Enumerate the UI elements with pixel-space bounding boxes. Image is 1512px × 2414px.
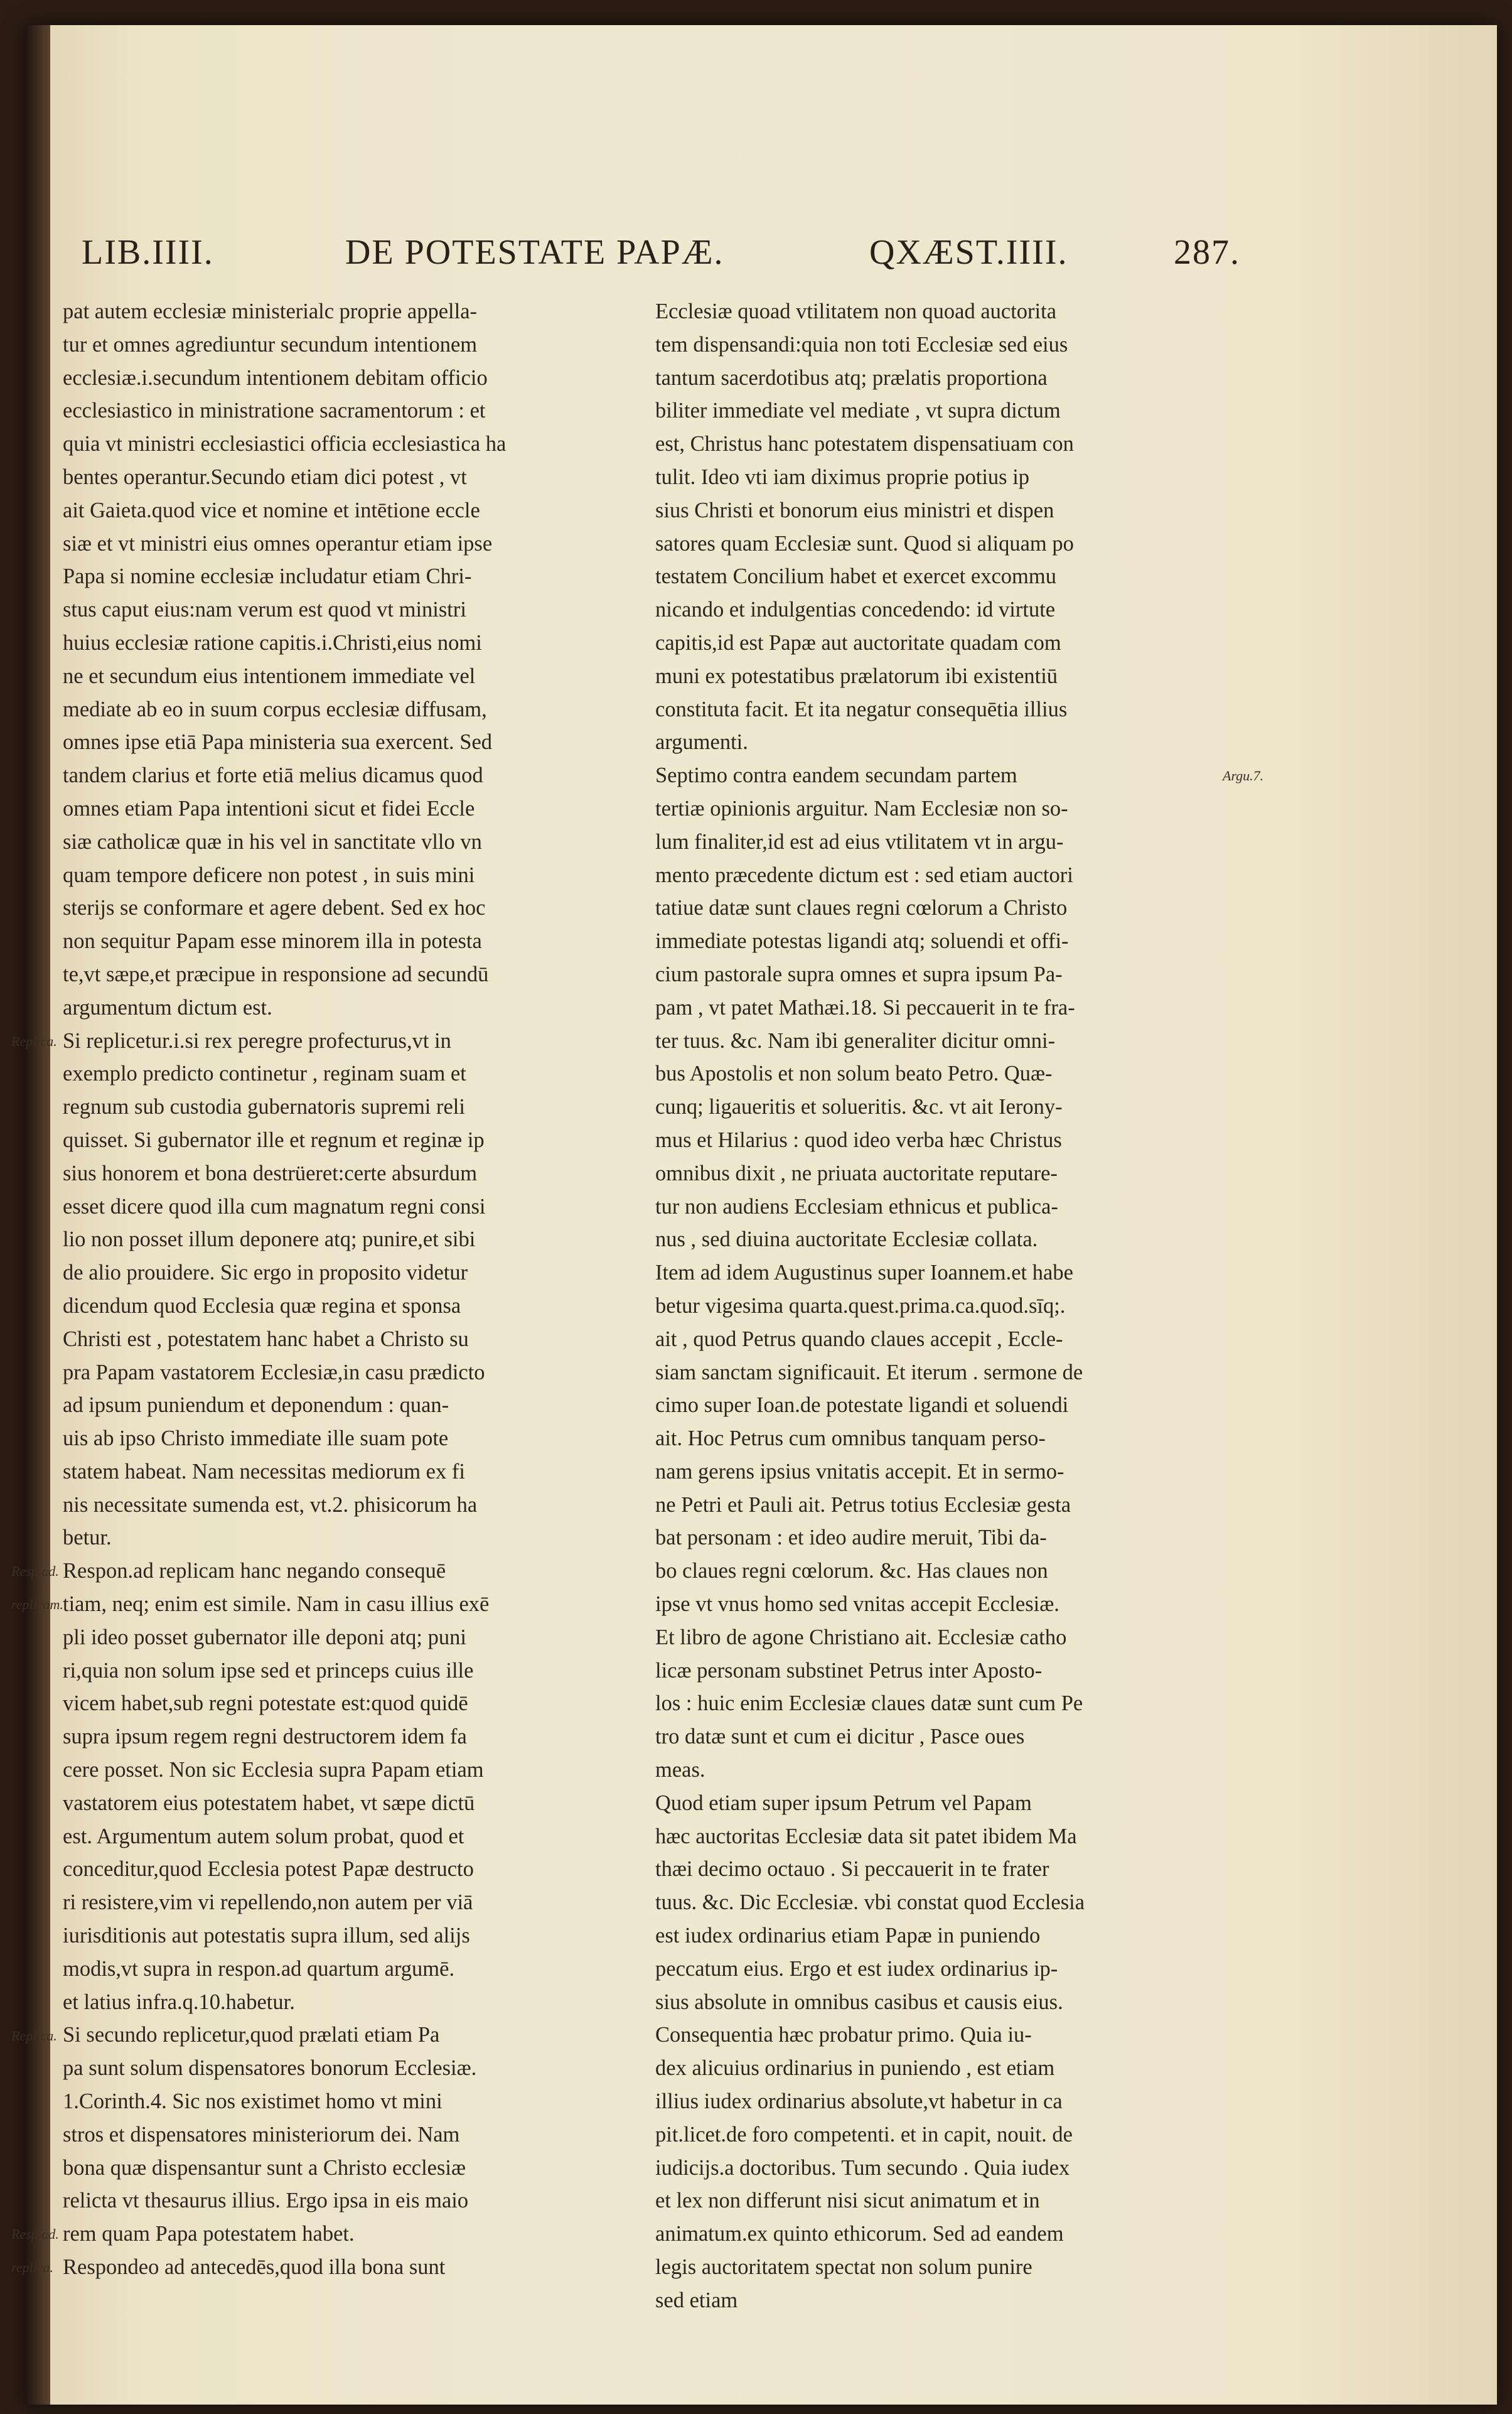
margin-note: Argu.7. [1223,768,1264,784]
text-line: pli ideo posset gubernator ille deponi atq; puni [63,1625,466,1649]
text-line: legis auctoritatem spectat non solum punire [655,2255,1032,2280]
text-line: thæi decimo octauo . Si peccauerit in te frater [655,1857,1049,1882]
text-line: pra Papam vastatorem Ecclesiæ,in casu prædicto [63,1360,485,1384]
text-line: omnes ipse etiā Papa ministeria sua exercent. Sed [63,730,493,755]
text-line: ter tuus. &c. Nam ibi generaliter dicitur omni- [655,1028,1056,1053]
text-line: sterijs se conformare et agere debent. Sed ex hoc [63,896,486,920]
text-line: tantum sacerdotibus atq; prælatis proportiona [655,365,1048,390]
text-line: Christi est , potestatem hanc habet a Christo su [63,1327,469,1351]
right-text-column [655,295,1220,2317]
text-line: Quod etiam super ipsum Petrum vel Papam [655,1791,1032,1815]
text-line: siæ et vt ministri eius omnes operantur etiam ipse [63,531,493,556]
text-line: lum finaliter,id est ad eius vtilitatem vt in argu- [655,829,1064,854]
text-line: vicem habet,sub regni potestate est:quod quidē [63,1691,468,1716]
text-line: betur vigesima quarta.quest.prima.ca.quod.sīq;. [655,1293,1066,1318]
text-line: Papa si nomine ecclesiæ includatur etiam Chri- [63,564,472,589]
text-line: mento præcedente dictum est : sed etiam auctori [655,863,1073,887]
text-line: huius ecclesiæ ratione capitis.i.Christi,eius nomi [63,630,482,655]
book-page [11,25,1497,2405]
text-line: tertiæ opinionis arguitur. Nam Ecclesiæ non so- [655,796,1068,821]
text-line: statem habeat. Nam necessitas mediorum ex fi [63,1459,465,1484]
text-line: ecclesiastico in ministratione sacramentorum : et [63,399,486,423]
text-line: licæ personam substinet Petrus inter Aposto- [655,1658,1043,1683]
text-line: tro datæ sunt et cum ei dicitur , Pasce oues [655,1725,1025,1749]
text-line: supra ipsum regem regni destructorem idem fa [63,1725,467,1749]
text-line: tuus. &c. Dic Ecclesiæ. vbi constat quod Ecclesia [655,1890,1085,1915]
text-line: omnes etiam Papa intentioni sicut et fidei Eccle [63,796,475,821]
margin-note: Resp.ad. [11,1563,59,1580]
text-line: pit.licet.de foro competenti. et in capit, nouit. de [655,2122,1073,2147]
text-line: ad ipsum puniendum et deponendum : quan- [63,1393,449,1418]
text-line: dicendum quod Ecclesia quæ regina et sponsa [63,1293,461,1318]
text-line: constituta facit. Et ita negatur consequētia illius [655,697,1068,721]
text-line: animatum.ex quinto ethicorum. Sed ad eandem [655,2222,1064,2246]
text-line: argumenti. [655,730,748,755]
running-header [69,232,1240,289]
text-line: ait. Hoc Petrus cum omnibus tanquam perso- [655,1426,1046,1451]
text-line: dex alicuius ordinarius in puniendo , est etiam [655,2056,1055,2081]
text-line: de alio prouidere. Sic ergo in proposito videtur [63,1261,468,1285]
text-line: modis,vt supra in respon.ad quartum argumē. [63,1956,455,1981]
text-line: ne Petri et Pauli ait. Petrus totius Ecclesiæ gesta [655,1492,1071,1517]
text-line: non sequitur Papam esse minorem illa in potesta [63,929,482,954]
text-line: est. Argumentum autem solum probat, quod et [63,1824,464,1848]
text-line: mediate ab eo in suum corpus ecclesiæ diffusam, [63,697,487,721]
text-line: ait Gaieta.quod vice et nomine et intētione eccle [63,498,480,522]
text-line: Si replicetur.i.si rex peregre profecturus,vt in [63,1028,451,1053]
text-line: ne et secundum eius intentionem immediate vel [63,664,476,688]
text-line: et lex non differunt nisi sicut animatum et in [655,2189,1040,2213]
text-line: pa sunt solum dispensatores bonorum Ecclesiæ. [63,2056,477,2081]
text-line: illius iudex ordinarius absolute,vt habetur in ca [655,2089,1063,2114]
text-line: tem dispensandi:quia non toti Ecclesiæ sed eius [655,332,1068,357]
text-line: meas. [655,1758,705,1782]
text-line: et latius infra.q.10.habetur. [63,1990,295,2014]
text-line: capitis,id est Papæ aut auctoritate quadam com [655,630,1061,655]
text-line: hæc auctoritas Ecclesiæ data sit patet ibidem Ma [655,1824,1077,1848]
text-line: Et libro de agone Christiano ait. Ecclesiæ catho [655,1625,1067,1649]
text-line: bus Apostolis et non solum beato Petro. Quæ- [655,1062,1053,1086]
text-line: rem quam Papa potestatem habet. [63,2222,355,2246]
text-line: sius absolute in omnibus casibus et causis eius. [655,1990,1063,2014]
text-line: cere posset. Non sic Ecclesia supra Papam etiam [63,1758,484,1782]
text-line: pam , vt patet Mathæi.18. Si peccauerit in te fra- [655,995,1075,1020]
text-line: nicando et indulgentias concedendo: id virtute [655,598,1056,622]
text-line: immediate potestas ligandi atq; soluendi et offi- [655,929,1069,954]
text-line: exemplo predicto continetur , reginam suam et [63,1062,466,1086]
text-line: tur non audiens Ecclesiam ethnicus et publica- [655,1194,1058,1219]
text-line: nus , sed diuina auctoritate Ecclesiæ collata. [655,1227,1038,1252]
text-line: testatem Concilium habet et exercet excommu [655,564,1056,589]
margin-note: replicam. [11,1597,63,1613]
text-line: lio non posset illum deponere atq; punire,et sibi [63,1227,476,1252]
text-line: iurisditionis aut potestatis supra illum, sed alijs [63,1924,470,1948]
text-line: argumentum dictum est. [63,995,272,1020]
text-line: stros et dispensatores ministeriorum dei. Nam [63,2122,460,2147]
text-line: Respondeo ad antecedēs,quod illa bona sunt [63,2255,446,2280]
text-line: nis necessitate sumenda est, vt.2. phisicorum ha [63,1492,478,1517]
text-line: satores quam Ecclesiæ sunt. Quod si aliquam po [655,531,1074,556]
margin-note: Replica. [11,1033,57,1049]
text-line: sius honorem et bona destrüeret:certe absurdum [63,1161,478,1185]
text-line: los : huic enim Ecclesiæ claues datæ sunt cum Pe [655,1691,1083,1716]
text-line: tiam, neq; enim est simile. Nam in casu illius exē [63,1592,490,1617]
text-line: bentes operantur.Secundo etiam dici potest , vt [63,465,467,489]
text-line: bona quæ dispensantur sunt a Christo ecclesiæ [63,2155,466,2180]
text-line: siæ catholicæ quæ in his vel in sanctitate vllo vn [63,829,482,854]
text-line: tulit. Ideo vti iam diximus proprie potius ip [655,465,1030,489]
text-line: regnum sub custodia gubernatoris supremi reli [63,1095,465,1119]
text-line: cium pastorale supra omnes et supra ipsum Pa- [655,962,1063,986]
text-line: bo claues regni cœlorum. &c. Has claues non [655,1559,1048,1583]
margin-note: Resp.ad. [11,2226,59,2243]
margin-note: Replica. [11,2027,57,2044]
text-line: ecclesiæ.i.secundum intentionem debitam officio [63,365,488,390]
text-line: betur. [63,1526,112,1550]
text-line: ipse vt vnus homo sed vnitas accepit Ecclesiæ. [655,1592,1059,1617]
text-line: tur et omnes agrediuntur secundum intentionem [63,332,478,357]
text-line: mus et Hilarius : quod ideo verba hæc Christus [655,1128,1062,1152]
text-line: Consequentia hæc probatur primo. Quia iu- [655,2023,1032,2047]
text-line: conceditur,quod Ecclesia potest Papæ destructo [63,1857,474,1882]
text-line: quisset. Si gubernator ille et regnum et reginæ ip [63,1128,485,1152]
text-line: est, Christus hanc potestatem dispensatiuam con [655,432,1074,456]
text-line: peccatum eius. Ergo et est iudex ordinarius ip- [655,1956,1058,1981]
book-number: LIB.IIII. [82,233,214,272]
text-line: sius Christi et bonorum eius ministri et dispen [655,498,1054,522]
text-line: bat personam : et ideo audire meruit, Tibi da- [655,1526,1047,1550]
question-number: QXÆST.IIII. [869,233,1068,272]
text-line: muni ex potestatibus prælatorum ibi existentiū [655,664,1058,688]
text-line: 1.Corinth.4. Sic nos existimet homo vt mini [63,2089,442,2114]
binding-gutter [25,25,50,2405]
text-line: iudicijs.a doctoribus. Tum secundo . Quia iudex [655,2155,1070,2180]
text-line: siam sanctam significauit. Et iterum . sermone de [655,1360,1083,1384]
text-line: relicta vt thesaurus illius. Ergo ipsa in eis maio [63,2189,469,2213]
text-line: est iudex ordinarius etiam Papæ in puniendo [655,1924,1041,1948]
text-line: Septimo contra eandem secundam partem [655,763,1017,788]
text-line: vastatorem eius potestatem habet, vt sæpe dictū [63,1791,475,1815]
text-line: esset dicere quod illa cum magnatum regni consi [63,1194,486,1219]
header-title: DE POTESTATE PAPÆ. [345,233,724,272]
text-line: quia vt ministri ecclesiastici officia ecclesiastica ha [63,432,507,456]
text-line: nam gerens ipsius vnitatis accepit. Et in sermo- [655,1459,1064,1484]
text-line: Item ad idem Augustinus super Ioannem.et habe [655,1261,1073,1285]
text-line: uis ab ipso Christo immediate ille suam pote [63,1426,449,1451]
text-line: biliter immediate vel mediate , vt supra dictum [655,399,1061,423]
text-line: Si secundo replicetur,quod prælati etiam Pa [63,2023,440,2047]
text-line: tandem clarius et forte etiā melius dicamus quod [63,763,483,788]
text-line: tatiue datæ sunt claues regni cœlorum a Christo [655,896,1068,920]
text-line: te,vt sæpe,et præcipue in responsione ad secundū [63,962,489,986]
text-line: pat autem ecclesiæ ministerialc proprie appella- [63,299,478,323]
left-text-column [63,295,628,2284]
text-line: cunq; ligaueritis et solueritis. &c. vt ait Ierony- [655,1095,1063,1119]
text-line: ri,quia non solum ipse sed et princeps cuius ille [63,1658,474,1683]
text-line: omnibus dixit , ne priuata auctoritate reputare- [655,1161,1058,1185]
margin-note: replica. [11,2260,53,2276]
text-line: quam tempore deficere non potest , in suis mini [63,863,475,887]
text-line: Ecclesiæ quoad vtilitatem non quoad auctorita [655,299,1057,323]
text-line: ait , quod Petrus quando claues accepit , Eccle- [655,1327,1063,1351]
page-number: 287. [1174,233,1240,272]
text-line: sed etiam [655,2288,738,2312]
text-line: cimo super Ioan.de potestate ligandi et soluendi [655,1393,1069,1418]
text-line: Respon.ad replicam hanc negando consequē [63,1559,446,1583]
text-line: ri resistere,vim vi repellendo,non autem per viā [63,1890,473,1915]
text-line: stus caput eius:nam verum est quod vt ministri [63,598,466,622]
